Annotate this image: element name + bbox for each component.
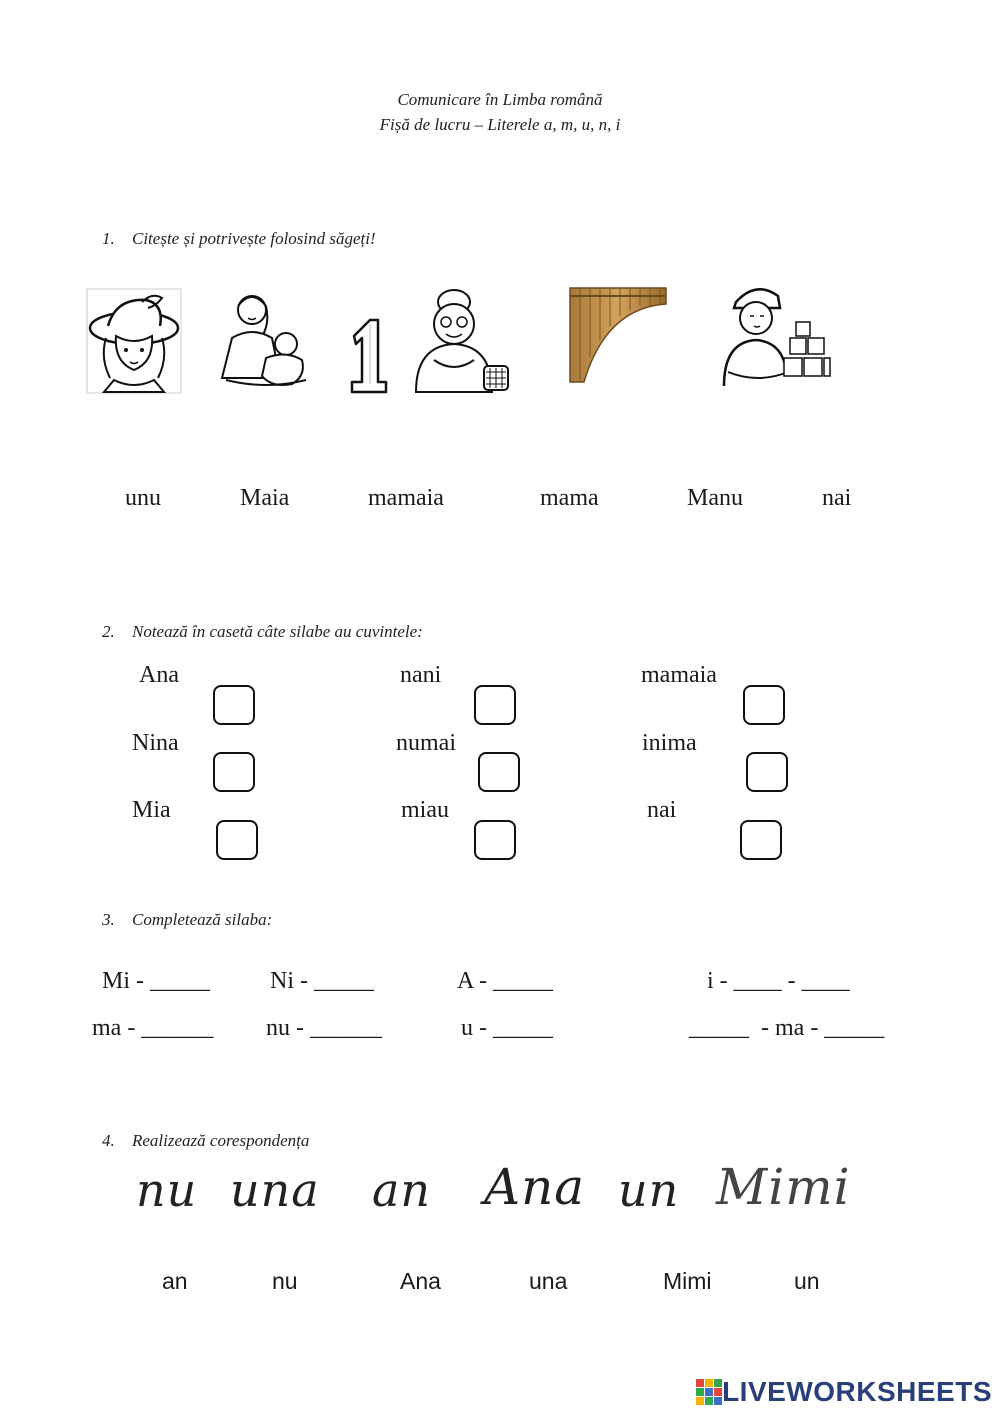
exercise-number: 4. bbox=[102, 1131, 115, 1150]
syllable-word: Mia bbox=[132, 797, 171, 823]
liveworksheets-logo bbox=[696, 1376, 992, 1410]
syllable-word: nani bbox=[400, 662, 442, 688]
syllable-completion-field[interactable]: _____ - ma - _____ bbox=[689, 1015, 885, 1041]
syllable-count-box[interactable] bbox=[216, 820, 258, 860]
syllable-count-box[interactable] bbox=[743, 685, 785, 725]
match-word: Manu bbox=[687, 485, 743, 511]
syllable-completion-field[interactable]: Mi - _____ bbox=[102, 968, 210, 994]
cursive-word: Ana bbox=[484, 1158, 586, 1216]
syllable-completion-field[interactable]: nu - ______ bbox=[266, 1015, 382, 1041]
exercise-number: 1. bbox=[102, 229, 115, 248]
pan-flute-picture bbox=[566, 284, 668, 384]
exercise-3-instruction bbox=[102, 910, 272, 930]
exercise-4-instruction bbox=[102, 1131, 309, 1151]
number-one-picture bbox=[348, 316, 388, 396]
exercise-1-instruction bbox=[102, 229, 376, 249]
cursive-word: Mimi bbox=[716, 1158, 851, 1216]
cursive-word: nu bbox=[136, 1163, 198, 1217]
liveworksheets-logo-icon bbox=[696, 1379, 722, 1405]
print-word: nu bbox=[272, 1268, 298, 1294]
grandmother-picture bbox=[404, 286, 514, 396]
liveworksheets-logo-text: LIVEWORKSHEETS bbox=[722, 1376, 992, 1407]
exercise-2-instruction bbox=[102, 622, 423, 642]
boy-with-blocks-picture bbox=[720, 282, 832, 392]
print-word: un bbox=[794, 1268, 820, 1294]
syllable-word: mamaia bbox=[641, 662, 717, 688]
instruction-text: Completează silaba: bbox=[132, 910, 273, 929]
cursive-word: un bbox=[618, 1163, 680, 1217]
syllable-word: Nina bbox=[132, 730, 179, 756]
exercise-number: 3. bbox=[102, 910, 115, 929]
print-word: an bbox=[162, 1268, 188, 1294]
syllable-word: nai bbox=[647, 797, 677, 823]
syllable-count-box[interactable] bbox=[478, 752, 520, 792]
syllable-completion-field[interactable]: Ni - _____ bbox=[270, 968, 374, 994]
syllable-count-box[interactable] bbox=[740, 820, 782, 860]
print-word: Ana bbox=[400, 1268, 441, 1294]
instruction-text: Realizează corespondența bbox=[132, 1131, 310, 1150]
print-word: una bbox=[529, 1268, 568, 1294]
mother-with-baby-picture bbox=[212, 288, 312, 396]
instruction-text: Citește și potrivește folosind săgeți! bbox=[132, 229, 376, 248]
syllable-completion-field[interactable]: A - _____ bbox=[457, 968, 553, 994]
worksheet-subject: Comunicare în Limba română bbox=[397, 90, 603, 109]
syllable-count-box[interactable] bbox=[474, 685, 516, 725]
syllable-count-box[interactable] bbox=[213, 752, 255, 792]
cursive-word: an bbox=[372, 1163, 432, 1217]
print-word: Mimi bbox=[663, 1268, 712, 1294]
syllable-completion-field[interactable]: ma - ______ bbox=[92, 1015, 214, 1041]
match-word: unu bbox=[125, 485, 161, 511]
instruction-text: Notează în casetă câte silabe au cuvintele: bbox=[132, 622, 423, 641]
syllable-word: inima bbox=[642, 730, 697, 756]
syllable-completion-field[interactable]: i - ____ - ____ bbox=[707, 968, 850, 994]
match-word: Maia bbox=[240, 485, 290, 511]
syllable-count-box[interactable] bbox=[474, 820, 516, 860]
syllable-word: numai bbox=[396, 730, 456, 756]
girl-with-hat-picture bbox=[86, 288, 182, 394]
syllable-count-box[interactable] bbox=[746, 752, 788, 792]
syllable-word: Ana bbox=[139, 662, 179, 688]
match-word: mamaia bbox=[368, 485, 444, 511]
cursive-word: una bbox=[230, 1163, 320, 1217]
syllable-completion-field[interactable]: u - _____ bbox=[461, 1015, 553, 1041]
exercise-number: 2. bbox=[102, 622, 115, 641]
syllable-count-box[interactable] bbox=[213, 685, 255, 725]
syllable-word: miau bbox=[401, 797, 449, 823]
match-word: mama bbox=[540, 485, 599, 511]
match-word: nai bbox=[822, 485, 852, 511]
worksheet-title: Fișă de lucru – Literele a, m, u, n, i bbox=[379, 115, 621, 134]
